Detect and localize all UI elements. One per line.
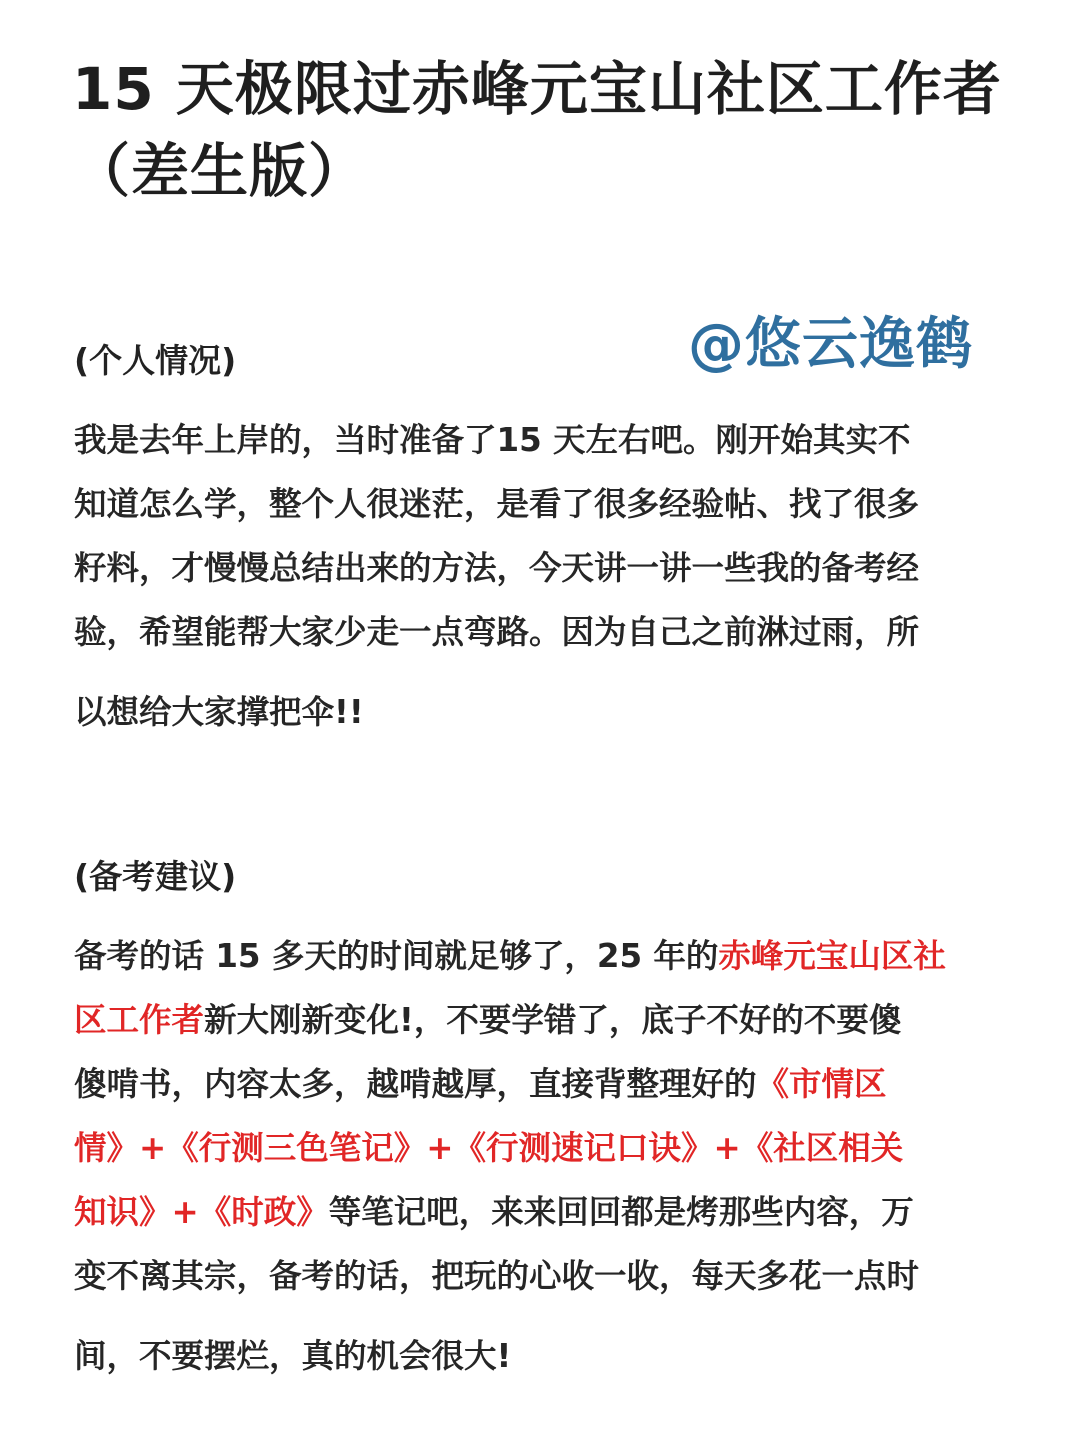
highlight-text: 情》+《行测三色笔记》+《行测速记口诀》+《社区相关 bbox=[74, 1129, 904, 1167]
paragraph-line: 我是去年上岸的，当时准备了15 天左右吧。刚开始其实不 bbox=[74, 421, 911, 459]
text-segment: 备考的话 15 多天的时间就足够了，25 年的 bbox=[74, 937, 719, 975]
text-segment: 等笔记吧，来来回回都是烤那些内容，万 bbox=[328, 1193, 914, 1231]
paragraph-line: 知道怎么学，整个人很迷茫，是看了很多经验帖、找了很多 bbox=[74, 485, 920, 523]
paragraph-line bbox=[74, 1180, 1010, 1244]
section-heading-advice: (备考建议) bbox=[74, 857, 237, 896]
highlight-text: 赤峰元宝山区社 bbox=[718, 937, 946, 975]
paragraph-line: 验，希望能帮大家少走一点弯路。因为自己之前淋过雨，所 bbox=[74, 613, 920, 651]
highlight-text: 《市情区 bbox=[756, 1065, 887, 1103]
paragraph-line: 间，不要摆烂，真的机会很大! bbox=[74, 1337, 512, 1375]
paragraph-line bbox=[74, 988, 1010, 1052]
advice-paragraph bbox=[74, 924, 1010, 1388]
paragraph-line bbox=[74, 1052, 1010, 1116]
highlight-text: 区工作者 bbox=[74, 1001, 205, 1039]
text-segment: 新大刚新变化!，不要学错了，底子不好的不要傻 bbox=[204, 1001, 902, 1039]
section-heading-personal: (个人情况) bbox=[74, 341, 237, 380]
paragraph-line bbox=[74, 924, 1010, 988]
title-line-2: （差生版） bbox=[72, 137, 368, 205]
author-watermark: @悠云逸鹤 bbox=[688, 312, 973, 377]
paragraph-line bbox=[74, 1116, 1010, 1180]
paragraph-line: 以想给大家撑把伞!! bbox=[74, 693, 364, 731]
personal-paragraph bbox=[74, 408, 1010, 744]
paragraph-line: 籽料，才慢慢总结出来的方法，今天讲一讲一些我的备考经 bbox=[74, 549, 920, 587]
paragraph-line: 变不离其宗，备考的话，把玩的心收一收，每天多花一点时 bbox=[74, 1257, 920, 1295]
highlight-text: 知识》+《时政》 bbox=[74, 1193, 329, 1231]
text-segment: 傻啃书，内容太多，越啃越厚，直接背整理好的 bbox=[74, 1065, 757, 1103]
page-title bbox=[72, 48, 1012, 212]
title-line-1: 15 天极限过赤峰元宝山社区工作者 bbox=[72, 55, 1002, 123]
